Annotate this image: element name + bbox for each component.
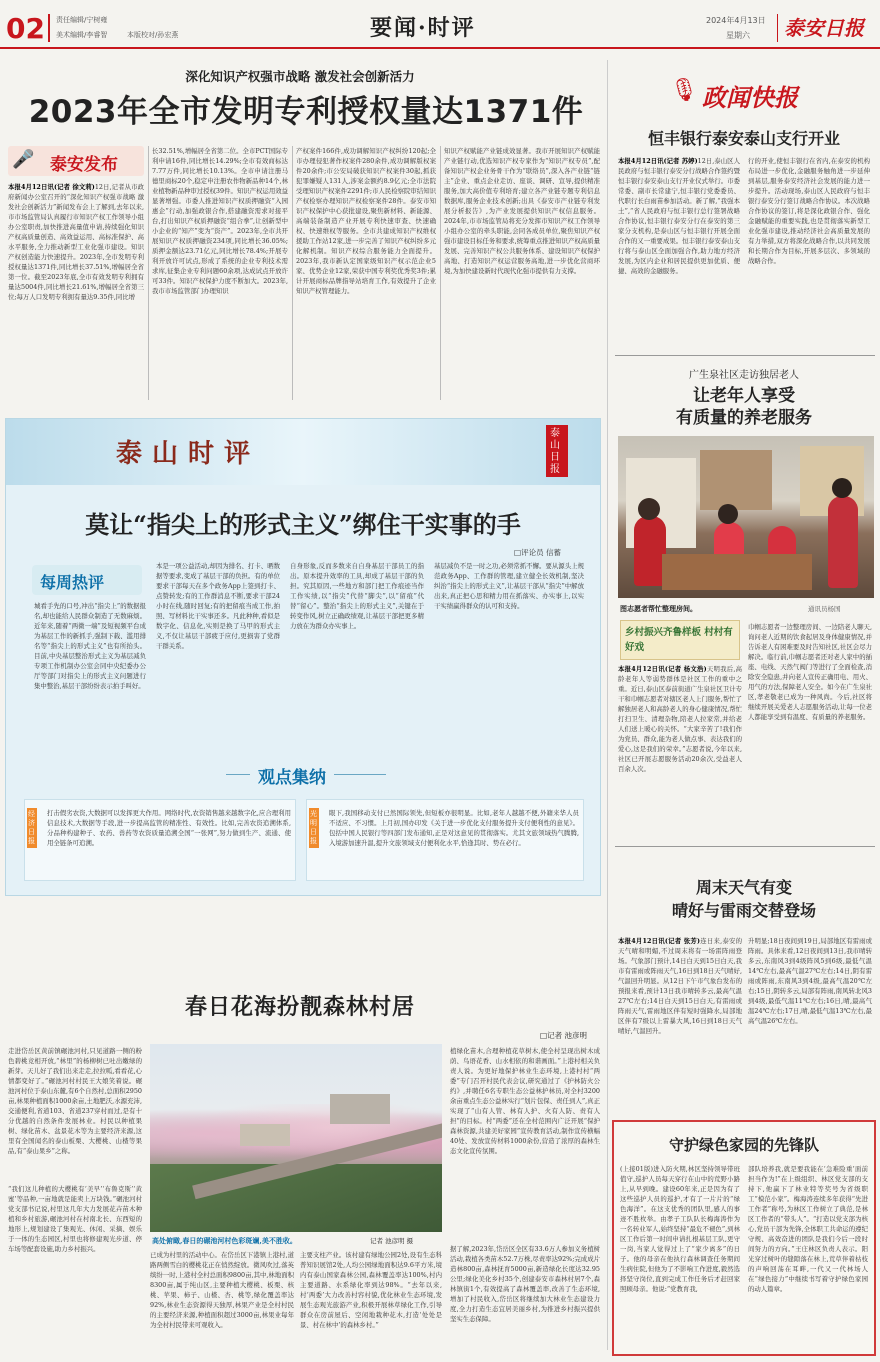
elderly-column-1 xyxy=(618,664,742,798)
microphone-icon: 🎙 xyxy=(670,78,698,103)
editorial-column-3: 自身形象,反而多数来自自身基层干部员工的指出。原本提升效率的工具,却成了基层干部的负担。究其原因,一些地方和部门把工作痕迹当作工作实绩,以“指尖”代替“脚尖”,以“留痕”代替“留心”。整治“指尖上的形式主义”,关键在于转变作风,树立正确政绩观,让基层干部把更多精力放在为群众办实事上。 xyxy=(290,562,424,630)
weather-column-2: 升明显;18日夜间到19日,局部地区有雷雨或阵雨。具体来看,12日夜间到13日,我市晴转多云,东南风3到4级阵风5到6级,最低气温14℃左右,最高气温27℃左右;14日,阴有雷雨或阵雨,东南风3到4级,最高气温20℃左右;15日,阴转多云,局部有阵雨,南风转北风3到4级,最低气温11℃左右;16日,晴,最高气温24℃左右;17日,晴,最低气温13℃左右,最高气温26℃左右。 xyxy=(748,937,872,1025)
opinions-banner xyxy=(226,761,386,789)
politics-dateline: 本报4月12日讯(记者 苏婷) xyxy=(618,157,698,165)
forest-headline: 春日花海扮靓森林村居 xyxy=(184,994,415,1020)
guardian-column-2: 部队培养我,就是要我能在‘急难险重’面前担当作为!”在上级组织、林区党支部的支持下,他赢下了林业特等奖号为省级职工“模范小家”。梅海涛连续多年获得“先进工作者”称号,为林区工作树立了典范,是林区工作者的“带头人”。“打造以党支部为核心,党员干部为先锋,全体职工共命运的遵纪守规、高效奋进的团队是我们今后一段时间努力的方向。”王庄林区负责人表示。阳光穿过树叶的缝隙落在林上,荒草伴着枯枝的声响回荡在耳畔,一代又一代林场人在“绿色接力”中继续书写着守护绿色家园的动人篇章。 xyxy=(748,1165,868,1293)
weather-dateline: 本报4月12日讯(记者 张芳) xyxy=(618,937,701,945)
guardian-headline: 守护绿色家园的先锋队 xyxy=(668,1136,819,1154)
col-rule xyxy=(148,146,149,400)
village-banner xyxy=(620,620,740,660)
weather-headline-2: 晴好与雷雨交替登场 xyxy=(671,901,816,920)
opinion-card-1 xyxy=(24,799,296,881)
opinion-tag-1: 经济日报 xyxy=(27,808,37,848)
politics-col1-text: 12日,泰山区人民政府与恒丰银行泰安分行战略合作签约暨恒丰银行泰安泰山支行开业仪式举行。市委常委、副市长常建宁,恒丰银行党委委员、代职行长白雨苗参加活动。新了解,“我强本土”,“省人民政府与恒丰银行总行签署战略合作协议,恒丰银行泰安分行在泰安的第三家分支机构,是泰山区与恒丰银行开展全面合作的又一重要成果。恒丰银行泰安泰山支行将与泰山区全面加强合作,助力地方经济发展,为区内企业和居民提供更加优质、便捷、高效的金融服务。 xyxy=(618,157,740,275)
editorial-column-1: 城看手先的口号,冲出“指尖上”的数据报名,却也能给人民群众制造了无数麻烦。近年来,随着“两微一端”及短视频平台成为基层工作的新抓手,强制下载、滥用排名等“指尖上的形式主义”也有所抬头。目前,中央基层整治形式主义为基层减负专项工作机制办公室会同中央纪委办公厅等部门对指尖上的形式主义问题进行集中整治,基层干部纷纷表示拍手叫好。 xyxy=(34,602,146,690)
forest-photo xyxy=(150,1044,442,1232)
editorial-column-4: 基层减负不是一时之功,必须常抓不懈。要从源头上规范政务App、工作群的管理,建立健全长效机制,坚决纠治“指尖上的形式主义”,让基层干部从“指尖”中解放出来,真正把心思和精力用在抓落实、办实事上,以实干实绩赢得群众的认可和支持。 xyxy=(434,562,584,610)
opinion-text-2: 眼下,我国移动支付已然国际领先,但短板亦很明显。比如,老年人越越不便,外籍来华人员不适应、不习惯。上月初,国办印发《关于进一步优化支付服务提升支付便利性的意见》。包括中国人民银行等四部门发布通知,正是对这意见的贯彻落实。尤其文旅领域热气腾腾,入境游加速升温,提升文旅领域支付便利化水平,恰逢其时、势在必行。 xyxy=(329,809,579,847)
forest-column-6: 据了解,2023年,岱岳区全区有33.6万人参加义务植树活动,栽植各类苗木52.7万株,尽责率达92%;完成成片造林800亩,森林抚育5000亩,新造绿化长度达32.95公里;绿化美化乡村35个,创建泰安市森林村居7个,森林镇街1个,有效提高了森林覆盖率,改善了生态环境,增加了村民收入,岱岳区将继续加大林业生态建设力度,全力打造生态宜居美丽乡村,为推进乡村振兴提供坚实生态保障。 xyxy=(450,1245,600,1323)
editorial-stamp-label: 泰山日报 xyxy=(550,428,560,475)
elderly-column-2: 巾帼志愿者一边整理房间、一边陪老人聊天,询问老人近期的饮食起居及身体健康情况,并告诉老人有困难要及时告知社区,社区会尽力解决。临行前,巾帼志愿者还对老人家中的插座、电线、天然气阀门等进行了全面检查,消除安全隐患,并向老人宣传正确用电、用火、用气的方法,保障老人安全。如今在广生泉社区,孝老敬老已成为一种风尚。今后,社区将继续开展关爱老人志愿服务活动,让每一位老人都能享受到有温度、有质量的养老服务。 xyxy=(748,623,872,721)
editorial-tag xyxy=(32,565,142,595)
masthead-logo: 泰安日报 xyxy=(784,16,864,40)
lead-tag-label: 泰安发布 xyxy=(50,155,118,175)
elderly-headline-1: 让老年人享受 xyxy=(693,386,795,406)
politics-banner-label: 政闻快报 xyxy=(702,83,798,112)
microphone-icon: 🎤 xyxy=(12,149,35,170)
weather-column-1 xyxy=(618,936,742,1110)
editorial-headline: 莫让“指尖上的形式主义”绑住干实事的手 xyxy=(85,510,521,539)
editorial-stamp xyxy=(546,425,568,477)
editorial-banner: 泰山时评 xyxy=(116,439,261,469)
forest-column-5: 植绿化苗木,合理种植花草树木,使全村呈现出树木成荫、鸟语花香、山水相依的和谐画面。”上港村相关负责人说。为更好地保护林业生态环境,上港村村“两委”专门召开村民代表会议,研究通过了《护林防火公约》,并聘任6名专职生态公益林护林员,对全村3200余亩重点生态公益林实行“划片包保、责任到人”,真正实现了“山有人管、林有人护、火有人防、责有人担”的目标。村“两委”还在全村范围内广泛开展“保护森林资源,共建美好家园”宣传教育活动,制作宣传横幅40处、发放宣传材料1000余份,营造了浓厚的森林生态文化宣传氛围。 xyxy=(450,1047,600,1155)
elderly-kicker: 广生泉社区走访独居老人 xyxy=(689,370,799,381)
guardian-column-1: (上接01版)进入防火期,林区坚持领导带班值守,巡护人员每天穿行在山中的荒野小路上,从早到晚。建设60年来,正是因为有了这些巡护人员的巡护,才有了一片片的“绿色海洋”。在这支优秀的团队里,感人的事迹不胜枚举。由孝子工队队长梅海涛作为一名转业军人,始终坚持“最危不褪色”,到林区工作后第一时间申请扎根基层工队,更守一岗,当家人觉得过上了“家少离多”的日子。他的母亲在他执行森林调查任务期间生病住院,但他为了不影响工作进度,毅然选择坚守岗位,直到完成工作任务后才赶回家照顾母亲。他说:“党教育我, xyxy=(620,1165,740,1293)
forest-photo-credit: 记者 池彦明 摄 xyxy=(370,1237,414,1245)
elderly-photo-credit: 通讯员杨国 xyxy=(808,605,841,613)
elderly-photo xyxy=(618,436,874,598)
lead-headline: 2023年全市发明专利授权量达1371件 xyxy=(28,94,584,130)
village-banner-label: 乡村振兴齐鲁样板 村村有好戏 xyxy=(625,627,733,653)
lead-column-1 xyxy=(8,182,144,400)
header-rule xyxy=(0,47,880,49)
lead-column-4: 知识产权赋能产业链成效显著。我市开展知识产权赋能产业链行动,优选知识产权专家作为“知识产权专员”,配备知识产权企业务骨干作为“联络员”,深入各产业链“链主”企业、重点企业走访、座谈、调研、宣导,提供精准服务,加大高价值专利培育;建立各产业链专题专利信息数据库,服务企业技术创新;出具《泰安市产业链专利发展分析报告》,为产业发展提供知识产权信息服务。2024年,市市场监管局将充分发挥市知识产权工作领导小组办公室的牵头职能,会同各成员单位,聚焦知识产权强市建设目标任务和要求,统筹重点推进知识产权高质量发展、完善知识产权公共服务体系、建设知识产权保护高地、打造知识产权运营服务高地,进一步优化营商环境,为加快建设新时代现代化强市提供有力支撑。 xyxy=(444,147,600,275)
lead-dateline: 本报4月12日讯(记者 徐文莉) xyxy=(8,183,95,191)
page-header xyxy=(0,0,880,52)
opinion-tag-2: 光明日报 xyxy=(309,808,319,848)
forest-author: □记者 池彦明 xyxy=(540,1031,587,1040)
opinions-banner-label: 观点集纳 xyxy=(250,763,334,788)
forest-column-2: “我们这儿种植的大樱桃有‘美早’‘布鲁克斯’‘黄蜜’等品种,一亩地就是能卖上万块钱。”碾池河村党支部书记说,村里这几年大力发展花卉苗木种植和乡村旅游,碾池河村在村南北长、东西短的地形上,规划建设了集观光、休闲、采摘、娱乐于一体的生态园区,村里也将修建观光步道、停车场等配套设施,助力乡村振兴。 xyxy=(8,1185,142,1253)
section-rule xyxy=(615,846,875,847)
forest-column-1: 走进岱岳区黄前镇碾池河村,只见道路一侧的粉色碧桃竞相开放,“林里”的杨柳树已吐出嫩绿的新芽。天儿好了我们出来走走,拉拉呱,看看花,心情都变好了。”碾池河村村民王大娘笑着说。碾池河村位于泰山东麓,有6个自然村,总面积2950亩,林果种植面积1000余亩,土地肥沃,水源充沛,交通便利,省道103、省道237穿村而过,是有十分优越的自然条件发展林业。村民以种植果树、绿化苗木、盆景花木等为主要经济来源,这里有全国闻名的泰山板栗、大樱桃、山楂等果品,有“泰山果乡”之称。 xyxy=(8,1047,142,1155)
forest-column-4: 主要支柱产业。该村建有绿地公园2处,设有生态科普知识展馆2处,人均公园绿地面积达9.6平方米,境内有泰山国家森林公园,森林覆盖率达100%,村内主要道路、水系绿化率到达98%。“去年以来,村‘两委’大力改善村容村貌,优化林业生态环境,发展生态观光旅游产业,积极开展林草绿化工作,引导群众在房前屋后、空闲地栽种花木,打造‘处处是景、村在林中’的森林乡村。” xyxy=(300,1251,442,1329)
elderly-headline-2: 有质量的养老服务 xyxy=(676,408,812,428)
editorial-author: □评论员 信蓄 xyxy=(514,548,561,557)
editorial-banner-strip xyxy=(6,419,600,485)
politics-column-1 xyxy=(618,156,740,338)
lead-kicker: 深化知识产权强市战略 激发社会创新活力 xyxy=(185,69,415,84)
page-number-divider xyxy=(48,14,50,42)
col-rule xyxy=(440,146,441,400)
page-number: 02 xyxy=(6,12,45,45)
editor-line-1: 责任编辑/宁树雍 xyxy=(56,16,108,24)
politics-headline: 恒丰银行泰安泰山支行开业 xyxy=(647,129,840,148)
elderly-col1-text: 天明我后,高龄老年人等弱势群体是社区工作的重中之重。近日,泰山区泰前街道广生泉社区卫计专干和巾帼志愿者对辖区老人上门服务,帮忙了解独居老人和高龄老人的身心健康情况,帮忙打扫卫生、清理杂物,陪老人拉家常,并给老人们送上暖心的关怀。“大家辛苦了!我们作为党员、群众,能为老人做点事、表达我们的爱心,这是我们的荣幸。”志愿者说,今年以来,社区已开展志愿服务活动20余次,受益老人百余人次。 xyxy=(618,665,742,773)
forest-column-3: 已成为村里的活动中心。在岱岳区下港镇上港村,道路两侧雪白的樱桃花正在悄然绽放。微风吹过,落英缤纷一时,上港村全村总面积9800亩,其中,林地面积8300亩,属于纯山区,主要种植大樱桃、板栗、核桃、苹果、柿子、山楂、杏、桃等,绿化覆盖率达92%,林业生态资源得天独厚,林果产业是全村村民的主要经济来源,种植面积超过3000亩,林果业每年为全村村民带来可观收入。 xyxy=(150,1251,294,1329)
editor-line-2: 美术编辑/李睿智 xyxy=(56,31,108,39)
lead-column-3: 产权案件166件,成功调解知识产权纠纷120起;全市办理侵犯著作权案件280余件,成功调解版权案件20余件;市公安局破获知识产权案件30起,抓获犯罪嫌疑人131人,涉案金额约8.9亿元;全市法院受理知识产权案件2291件;市人民检察院审结知识产权检察办理知识产权检察案件28件。泰安市知识产权保护中心获批建设,聚焦新材料、新能源、高端装备制造产业开展专利快速审查、快速确权、快速维权等服务。全市共建成知识产权维权援助工作站12家,进一步完善了知识产权纠纷多元化解机制。知识产权综合服务能力全面提升。2023年,我市新认定国家级知识产权示范企业5家、优势企业12家,荣获中国专利奖优秀奖3件;累计开展商标品牌指导站培育工作,有效提升了企业知识产权管理能力。 xyxy=(296,147,436,295)
weather-headline-1: 周末天气有变 xyxy=(695,878,792,897)
col-rule xyxy=(292,146,293,400)
lead-col1-text: 12日,记者从市政府新闻办公室召开的“深化知识产权强市战略 激发社会创新活力”新闻发布会上了解到,去年以来,市市场监管局认真履行市知识产权工作领导小组办公室职责,加快推进高量值申请,持续强化知识产权高质量创造、高效益运用、高标准保护、高水平服务,全力推动新型工业化强市建设。知识产权创造能力快速提升。2023年,全市发明专利授权量达1371件,同比增长37.51%,增幅居全省第一位。截至2023年底,全市有效发明专利拥有量达5004件,同比增长21.61%,增幅居全省第三位;每万人口发明专利拥有量达9.35件,同比增 xyxy=(8,183,144,301)
editor-line-3: 本版校对/孙宏燕 xyxy=(127,31,179,39)
politics-column-2: 行的开业,使恒丰银行在省内,在泰安的机构布局进一步优化,金融服务触角进一步延伸到基层,服务泰安经济社会发展的能力进一步提升。活动现场,泰山区人民政府与恒丰银行泰安分行签订战略合作协议。本次战略合作协议的签订,将是深化政银合作、强化金融赋能的重要实践,也是贯彻落实新型工业化强市建设,推动经济社会高质量发展的有力举措,双方将深化战略合作,以共同发展和长期合作为目标,开展多层次、多领域的战略合作。 xyxy=(748,157,870,265)
editorial-block xyxy=(5,418,601,896)
issue-date: 2024年4月13日 xyxy=(706,16,766,25)
forest-photo-caption: 高处俯瞰,春日的碾池河村色彩斑斓,美不胜收。 xyxy=(152,1236,297,1245)
masthead-divider xyxy=(777,14,778,42)
elderly-photo-caption: 图志愿者帮忙整理房间。 xyxy=(620,604,697,613)
issue-weekday: 星期六 xyxy=(726,31,750,40)
politics-banner xyxy=(670,76,830,110)
editorial-column-2: 本是一项公益活动,却因为排名、打卡、晒数据等要求,变成了基层干部的负担。有的单位要求干部每天在多个政务App上签到打卡、点赞转发;有的工作群消息不断,要求干部24小时在线,随时回复;有的把留痕当成工作,拍照、写材料比干实事还多。凡此种种,看似是数字化、信息化,实则是换了马甲的形式主义,不仅让基层干部疲于应付,更损害了党群干群关系。 xyxy=(156,562,280,650)
zone-divider xyxy=(607,60,608,1350)
section-rule xyxy=(615,355,875,356)
opinion-text-1: 打击假劣农资,大数据可以发挥更大作用。网络时代,农资销售越来越数字化,应合理利用信息技术,大数据等手段,进一步提高监管的精准性、有效性。比如,完善农资追溯体系,分品种构建种子、农药、兽药等农资质量追溯全国“一张网”,努力做到生产、流通、使用全链条可追溯。 xyxy=(47,809,291,847)
lead-column-2: 长32.51%,增幅居全省第二位。全市PCT国际专利申请16件,同比增长14.29%;全市有效商标达7.77万件,同比增长10.13%。全市申请注册马德里商标20个,稳定申注册农作物新品种14个,林业植物新品种审过授权39件。知识产权运用效益显著增强。市委人推进知识产权质押融资“入园惠企”行动,加强政银合作,搭建融资需求对接平台,打出知识产权质押融资“组合拳”,让创新型中小企业的“知产”变为“资产”。2023年,全市共开展知识产权质押融资234项,同比增长36.05%;质押金额达23.71亿元,同比增长78.4%;开展专利开放许可试点,形成了系统的企业专利技术需求库,征集企业专利问题60余项,达成试点开放许可33件。知识产权保护力度不断加大。2023年,我市市场监管部门办理知识 xyxy=(152,147,288,295)
section-title: 要闻·时评 xyxy=(370,15,476,41)
elderly-dateline: 本报4月12日讯(记者 杨文浩) xyxy=(618,665,707,673)
guardian-box xyxy=(612,1120,876,1356)
editorial-tag-label: 每周热评 xyxy=(40,573,105,592)
lead-tag xyxy=(8,146,144,176)
weather-col1-text: 连日来,泰安的天气晴和明媚,不过周末将有一场雷阵雨登场。气象部门预计,14日白天到15日白天,我市有雷雨或阵雨天气,16日到18日天气晴好,气温回升明显。从12日下午市气象台发布的预报来看,预计13日我市晴转多云,最高气温27℃左右;14日白天到15日白天,有雷雨或阵雨天气,雷雨地区伴有短时强降水,局部地区伴有7级以上雷暴大风,16日到18日天气晴好,气温回升。 xyxy=(618,937,742,1035)
opinion-card-2 xyxy=(306,799,584,881)
